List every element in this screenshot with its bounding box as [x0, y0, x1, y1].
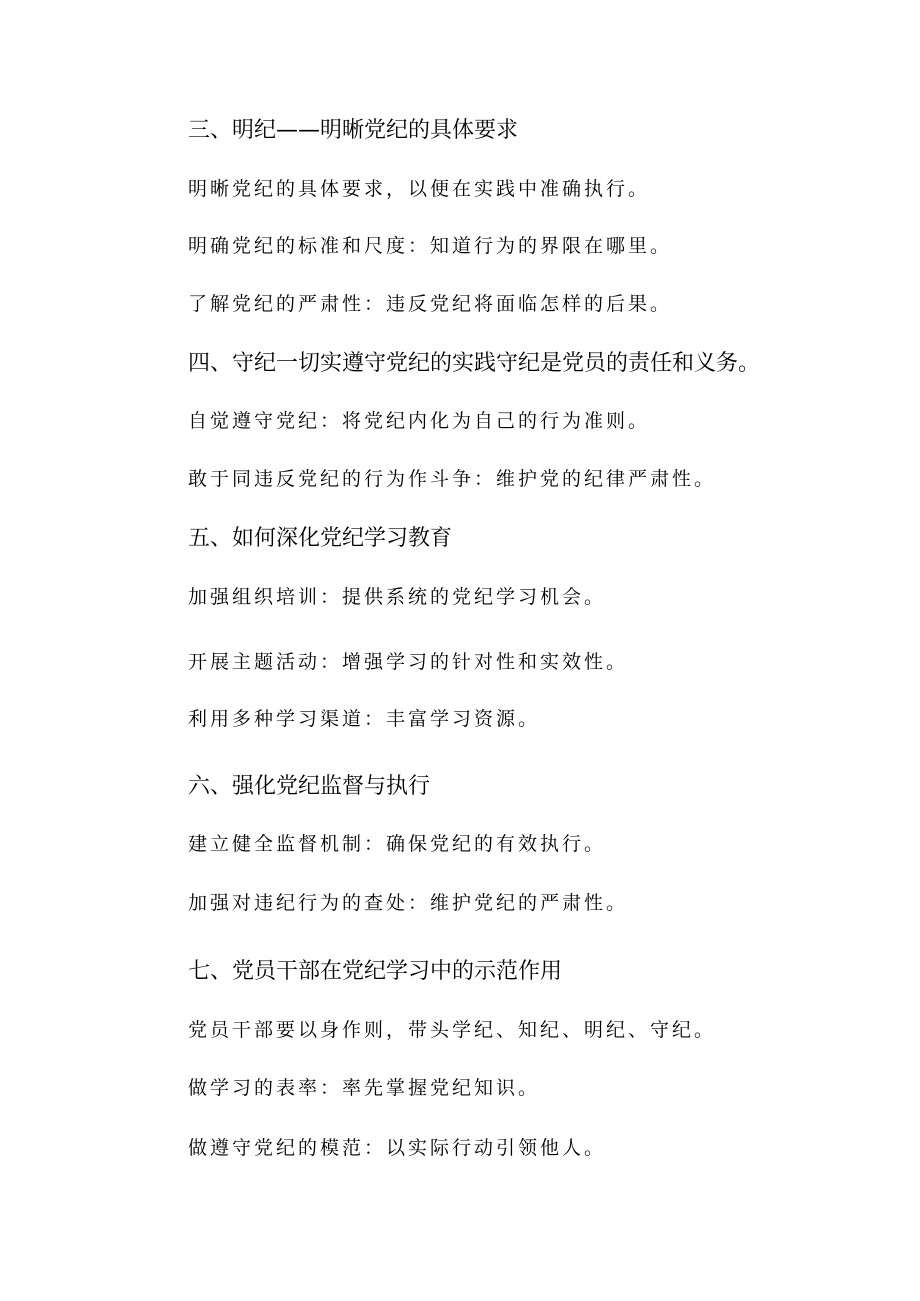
section-7-item-1: 党员干部要以身作则，带头学纪、知纪、明纪、守纪。 [188, 1019, 717, 1041]
section-7-item-2: 做学习的表率：率先掌握党纪知识。 [188, 1077, 541, 1099]
section-4-item-2: 敢于同违反党纪的行为作斗争：维护党的纪律严肃性。 [188, 468, 717, 490]
section-heading-7: 七、党员干部在党纪学习中的示范作用 [188, 959, 563, 984]
section-3-item-1: 明晰党纪的具体要求，以便在实践中准确执行。 [188, 178, 651, 200]
section-heading-6: 六、强化党纪监督与执行 [188, 774, 431, 799]
section-6-item-2: 加强对违纪行为的查处：维护党纪的严肃性。 [188, 892, 629, 914]
section-6-item-1: 建立健全监督机制：确保党纪的有效执行。 [188, 833, 607, 855]
section-4-item-1: 自觉遵守党纪：将党纪内化为自己的行为准则。 [188, 410, 651, 432]
section-heading-5: 五、如何深化党纪学习教育 [188, 526, 453, 551]
section-5-item-3: 利用多种学习渠道：丰富学习资源。 [188, 708, 541, 730]
section-5-item-1: 加强组织培训：提供系统的党纪学习机会。 [188, 586, 607, 608]
section-heading-4: 四、守纪一切实遵守党纪的实践守纪是党员的责任和义务。 [188, 351, 761, 376]
section-3-item-2: 明确党纪的标准和尺度：知道行为的界限在哪里。 [188, 235, 673, 257]
section-heading-3: 三、明纪——明晰党纪的具体要求 [188, 118, 519, 143]
section-3-item-3: 了解党纪的严肃性：违反党纪将面临怎样的后果。 [188, 293, 673, 315]
section-7-item-3: 做遵守党纪的模范：以实际行动引领他人。 [188, 1137, 607, 1159]
section-5-item-2: 开展主题活动：增强学习的针对性和实效性。 [188, 651, 629, 673]
